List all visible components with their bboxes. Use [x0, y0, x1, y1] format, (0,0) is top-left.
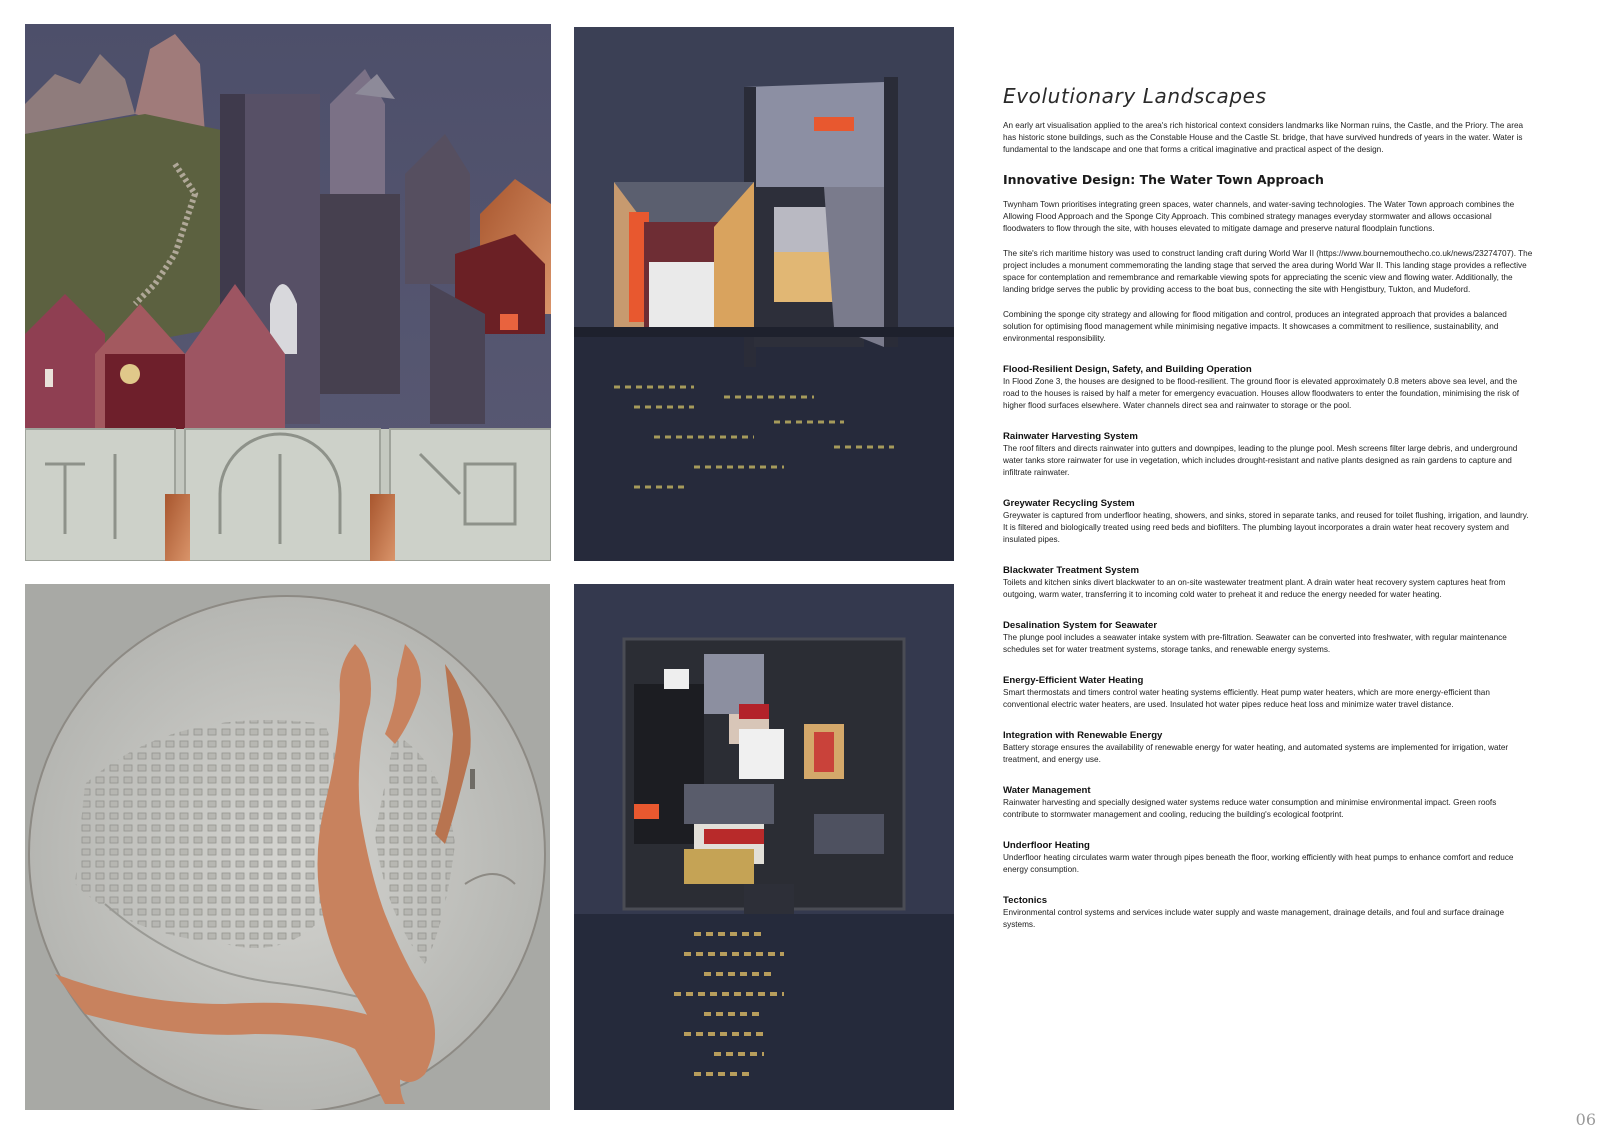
painting-tower-reflection — [574, 584, 954, 1110]
subsection-body: Battery storage ensures the availability of renewable energy for water heating, and automated systems are implemented for irrigation, water treatment, and energy use. — [1003, 743, 1509, 764]
subsection-body: The roof filters and directs rainwater into gutters and downpipes, leading to the plunge pool. Mesh screens filter large debris, and underground water tanks store rainwater for use in vegetation, which includes drought-resistant and native plants designed as rain gardens to capture and infiltrate rainwater. — [1003, 444, 1518, 477]
subsection-water-management — [1003, 785, 1533, 821]
subsection-heading: Rainwater Harvesting System — [1003, 431, 1138, 442]
subsection-water-heating — [1003, 675, 1533, 711]
subsection-heading: Energy-Efficient Water Heating — [1003, 675, 1144, 686]
subsection-body: Toilets and kitchen sinks divert blackwater to an on-site wastewater treatment plant. A drain water heat recovery system captures heat from outgoing, warm water, transferring it to incoming cold water to preheat it and reduce the energy needed for water heating. — [1003, 578, 1506, 599]
subsection-greywater — [1003, 498, 1533, 546]
page-number: 06 — [1575, 1110, 1596, 1129]
painting-water-boxes — [574, 27, 954, 561]
subsection-heading: Underfloor Heating — [1003, 840, 1090, 851]
laser-cut-map-model — [25, 584, 550, 1110]
subsection-underfloor — [1003, 840, 1533, 876]
page-title: Evolutionary Landscapes — [1003, 84, 1267, 108]
subsection-body: The plunge pool includes a seawater intake system with pre-filtration. Seawater can be converted into freshwater, with regular maintenance schedules set for water treatment systems, storage tanks, and renewable energy systems. — [1003, 633, 1507, 654]
subsection-renewable — [1003, 730, 1533, 766]
subsection-desalination — [1003, 620, 1533, 656]
text-column — [1003, 84, 1533, 950]
section-paragraph: The site's rich maritime history was used to construct landing craft during World War II (https://www.bournemouthecho.co.uk/news/23274707). The project includes a monument commemorating the landing stage that served the area during World War II. This landing stage provides a reflective space for contemplation and remembrance and remarkable viewing spots for appreciating the scenic view and flowing water. Additionally, the landing bridge serves the public by providing access to the boat bus, connecting the site with Hengistbury, Tukton, and Mudeford. — [1003, 249, 1533, 294]
subsection-body: Rainwater harvesting and specially designed water systems reduce water consumption and minimise environmental impact. Green roofs contribute to stormwater management and cooling, reducing the building's ecological footprint. — [1003, 798, 1497, 819]
subsection-heading: Water Management — [1003, 785, 1091, 796]
subsection-flood-resilient — [1003, 364, 1533, 412]
subsection-heading: Greywater Recycling System — [1003, 498, 1135, 509]
section-heading: Innovative Design: The Water Town Approach — [1003, 172, 1324, 187]
subsection-tectonics — [1003, 895, 1533, 931]
section-paragraph: Twynham Town prioritises integrating green spaces, water channels, and water-saving technologies. The Water Town approach combines the Allowing Flood Approach and the Sponge City Approach. This combined strategy manages everyday stormwater and allows occasional floodwaters to flow through the site, with houses elevated to mitigate damage and preserve natural floodplain functions. — [1003, 200, 1515, 233]
subsection-body: In Flood Zone 3, the houses are designed to be flood-resilient. The ground floor is elevated approximately 0.8 meters above sea level, and the road to the houses is raised by half a meter for emergency evacuation. Houses allow floodwaters to enter the foundation, minimising the risk of higher flood surfaces elsewhere. Water channels direct sea and rainwater to storage or the pool. — [1003, 377, 1520, 410]
collage-artwork — [25, 24, 551, 561]
intro-paragraph: An early art visualisation applied to the area's rich historical context considers landmarks like Norman ruins, the Castle, and the Priory. The area has historic stone buildings, such as the Constable House and the Castle St. bridge, that have survived hundreds of years in the water. Water is fundamental to the landscape and one that forms a critical imaginative and practical aspect of the design. — [1003, 121, 1524, 154]
subsection-body: Smart thermostats and timers control water heating systems efficiently. Heat pump water heaters, which are more energy-efficient than conventional electric water heaters, are used. Insulated hot water pipes reduce heat loss and minimize water travel distance. — [1003, 688, 1490, 709]
section-paragraph: Combining the sponge city strategy and allowing for flood mitigation and control, produces an integrated approach that provides a balanced solution for optimising flood management while minimising negative impacts. It showcases a commitment to resilience, sustainability, and environmental responsibility. — [1003, 310, 1507, 343]
subsection-body: Underfloor heating circulates warm water through pipes beneath the floor, working efficiently with heat pumps to enhance comfort and reduce energy consumption. — [1003, 853, 1514, 874]
subsection-heading: Integration with Renewable Energy — [1003, 730, 1163, 741]
subsection-heading: Blackwater Treatment System — [1003, 565, 1139, 576]
subsection-blackwater — [1003, 565, 1533, 601]
subsection-body: Environmental control systems and services include water supply and waste management, drainage details, and foul and surface drainage systems. — [1003, 908, 1505, 929]
subsection-heading: Tectonics — [1003, 895, 1048, 906]
subsection-heading: Flood-Resilient Design, Safety, and Building Operation — [1003, 364, 1252, 375]
subsection-rainwater — [1003, 431, 1533, 479]
subsection-body: Greywater is captured from underfloor heating, showers, and sinks, stored in separate tanks, and reused for toilet flushing, irrigation, and laundry. It is filtered and biologically treated using reed beds and biofilters. The plumbing layout incorporates a drain water heat recovery system and insulated pipes. — [1003, 511, 1529, 544]
subsection-heading: Desalination System for Seawater — [1003, 620, 1158, 631]
